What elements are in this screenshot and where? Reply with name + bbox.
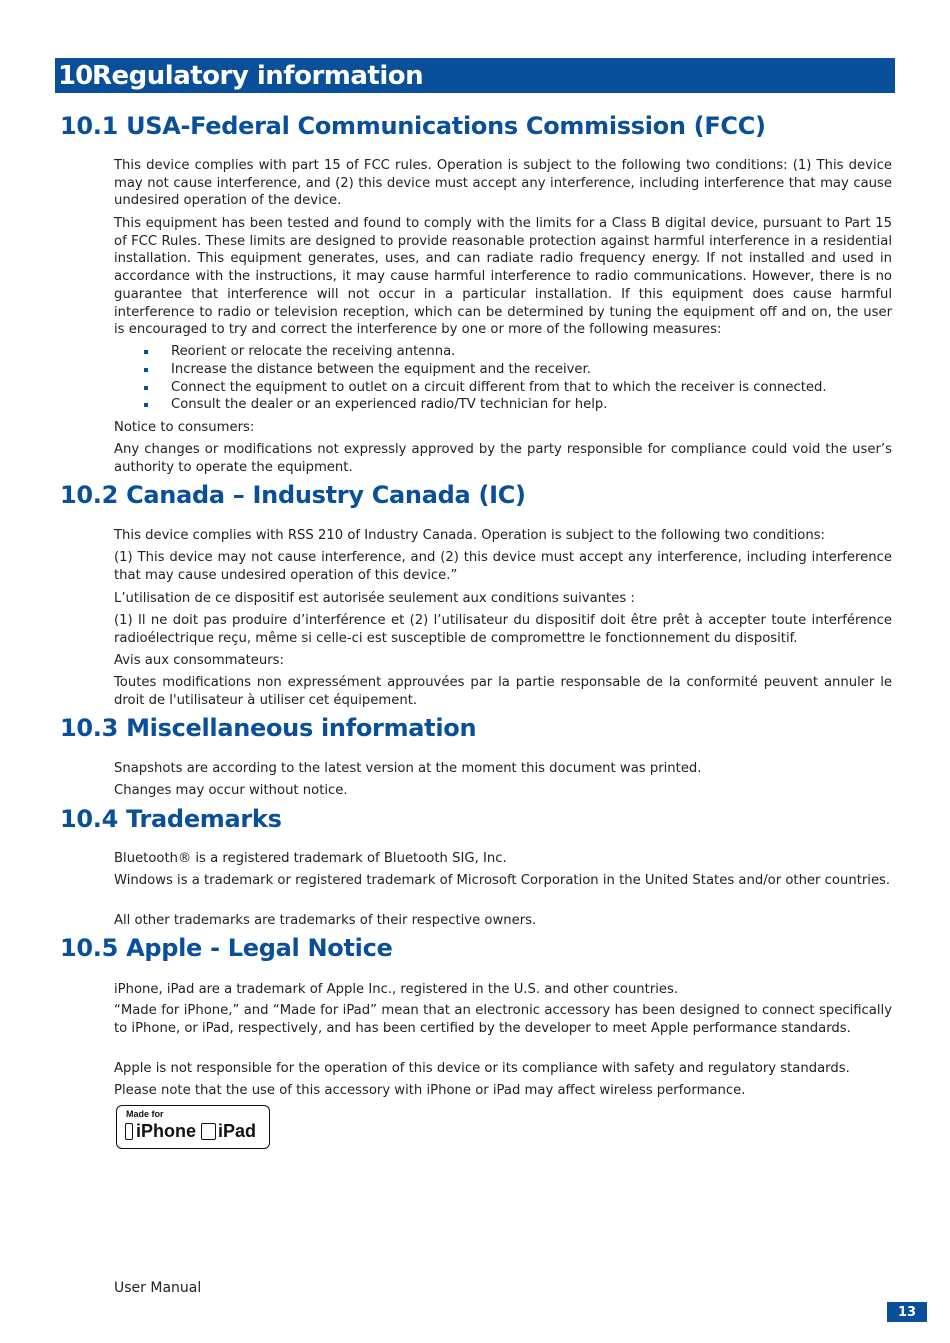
- section-heading-misc: 10.3 Miscellaneous information: [60, 714, 477, 742]
- trademarks-paragraph-2: Windows is a trademark or registered trademark of Microsoft Corporation in the United States and/or other countries.: [114, 873, 891, 888]
- section-heading-trademarks: 10.4 Trademarks: [60, 805, 282, 833]
- badge-iphone-label: iPhone: [136, 1121, 197, 1141]
- apple-paragraph-1: iPhone, iPad are a trademark of Apple Inc., registered in the U.S. and other countries.: [114, 982, 679, 997]
- list-item: [142, 379, 892, 397]
- footer-label: User Manual: [114, 1280, 202, 1296]
- ic-paragraph-5: Avis aux consommateurs:: [114, 653, 284, 668]
- bullet-square-icon: [144, 386, 148, 390]
- list-item: [142, 343, 892, 361]
- misc-paragraph-1: Snapshots are according to the latest version at the moment this document was printed.: [114, 761, 702, 776]
- list-item-text: Increase the distance between the equipment and the receiver.: [171, 361, 591, 377]
- chapter-number: 10: [58, 60, 93, 91]
- chapter-title-bar: [55, 58, 895, 93]
- fcc-paragraph-1: This device complies with part 15 of FCC rules. Operation is subject to the following two conditions: (1) This device may not cause interference, and (2) this device must accept any interference, including interference that may cause undesired operation of the device.: [114, 158, 892, 209]
- iphone-device-icon: [125, 1123, 133, 1140]
- apple-paragraph-3: Apple is not responsible for the operation of this device or its compliance with safety and regulatory standards.: [114, 1061, 850, 1076]
- ic-paragraph-2: (1) This device may not cause interference, and (2) this device must accept any interference, including interference that may cause undesired operation of this device.”: [114, 550, 892, 583]
- list-item-text: Consult the dealer or an experienced radio/TV technician for help.: [171, 397, 608, 413]
- badge-ipad-label: iPad: [218, 1121, 257, 1141]
- fcc-paragraph-2: This equipment has been tested and found to comply with the limits for a Class B digital device, pursuant to Part 15 of FCC Rules. These limits are designed to provide reasonable protection against harmful interference in a residential installation. This equipment generates, uses, and can radiate radio frequency energy. If not installed and used in accordance with the instructions, it may cause harmful interference to radio communications. However, there is no guarantee that interference will not occur in a particular installation. If this equipment does cause harmful interference to radio or television reception, which can be determined by tuning the equipment off and on, the user is encouraged to try and correct the interference by one or more of the following measures:: [114, 216, 892, 338]
- page-number: 13: [887, 1302, 927, 1322]
- section-heading-fcc: 10.1 USA-Federal Communications Commission (FCC): [60, 112, 766, 140]
- bullet-square-icon: [144, 368, 148, 372]
- ipad-device-icon: [201, 1123, 216, 1140]
- apple-paragraph-2: “Made for iPhone,” and “Made for iPad” mean that an electronic accessory has been designed to connect specifically to iPhone, or iPad, respectively, and has been certified by the developer to meet Apple performance standards.: [114, 1003, 892, 1036]
- section-heading-apple: 10.5 Apple - Legal Notice: [60, 934, 393, 962]
- list-item-text: Connect the equipment to outlet on a circuit different from that to which the receiver is connected.: [171, 379, 827, 395]
- made-for-iphone-ipad-badge: [116, 1105, 270, 1149]
- bullet-square-icon: [144, 403, 148, 407]
- ic-paragraph-6: Toutes modifications non expressément approuvées par la partie responsable de la conformité peuvent annuler le droit de l'utilisateur à utiliser cet équipement.: [114, 675, 892, 708]
- fcc-notice-label: Notice to consumers:: [114, 420, 255, 435]
- trademarks-paragraph-3: All other trademarks are trademarks of their respective owners.: [114, 913, 537, 928]
- ic-paragraph-3: L’utilisation de ce dispositif est autorisée seulement aux conditions suivantes :: [114, 591, 635, 606]
- list-item-text: Reorient or relocate the receiving antenna.: [171, 344, 456, 359]
- apple-paragraph-4: Please note that the use of this accessory with iPhone or iPad may affect wireless performance.: [114, 1083, 746, 1098]
- fcc-notice-text: Any changes or modifications not expressly approved by the party responsible for compliance could void the user’s authority to operate the equipment.: [114, 442, 892, 475]
- section-heading-ic: 10.2 Canada – Industry Canada (IC): [60, 481, 526, 509]
- ic-paragraph-4: (1) Il ne doit pas produire d’interférence et (2) l’utilisateur du dispositif doit être prêt à accepter toute interférence radioélectrique reçu, même si celle-ci est susceptible de compromettre le fonctionnement du dispositif.: [114, 613, 892, 646]
- list-item: [142, 361, 892, 379]
- chapter-title: Regulatory information: [92, 60, 424, 91]
- ic-paragraph-1: This device complies with RSS 210 of Industry Canada. Operation is subject to the following two conditions:: [114, 528, 826, 543]
- trademarks-paragraph-1: Bluetooth® is a registered trademark of Bluetooth SIG, Inc.: [114, 851, 507, 866]
- list-item: [142, 396, 892, 414]
- misc-paragraph-2: Changes may occur without notice.: [114, 783, 348, 798]
- badge-made-for-label: Made for: [126, 1109, 164, 1119]
- fcc-measures-list: [142, 343, 892, 414]
- bullet-square-icon: [144, 350, 148, 354]
